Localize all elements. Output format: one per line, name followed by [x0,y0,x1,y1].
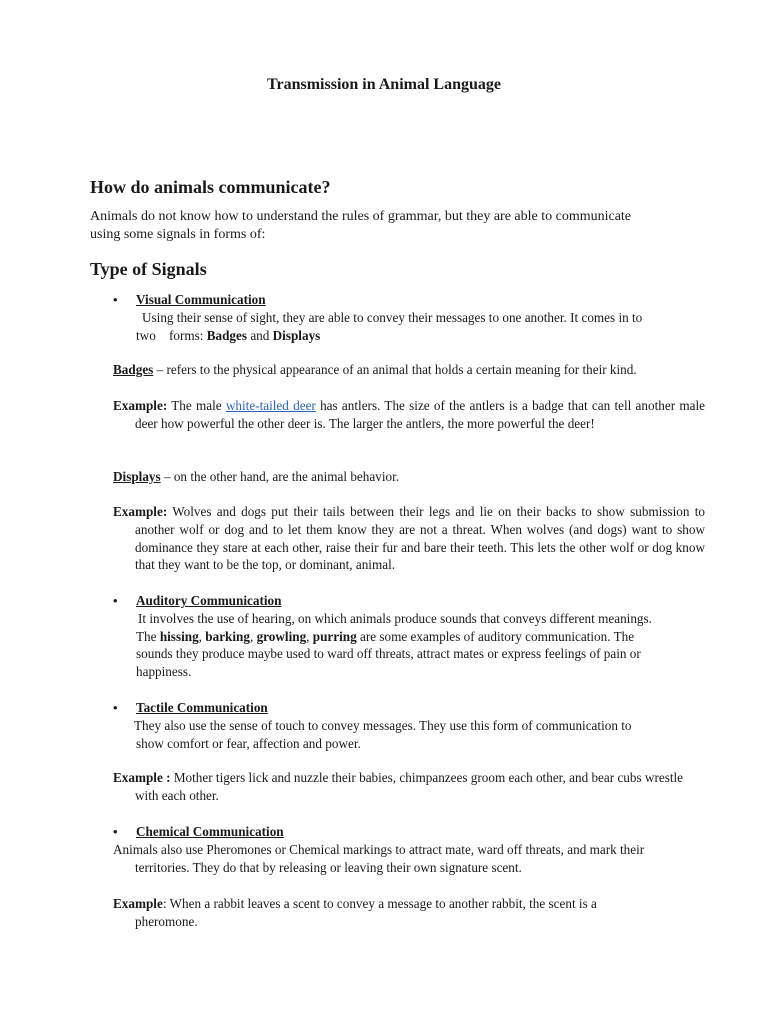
visual-badges-word: Badges [206,327,248,343]
example-deer-label: Example: [113,398,168,413]
auditory-hissing: hissing [159,628,199,644]
bullet-tactile [113,699,118,717]
visual-label: Visual Communication [136,292,266,307]
displays-text: – on the other hand, are the animal behavior. [160,469,400,484]
example-wolves-text: Wolves and dogs put their tails between their legs and lie on their backs to show submission to another wolf or dog and to let them know they are not a threat. When wolves (and dogs) want to show dominance they stare at each other, raise their fur and bare their teeth. This lets the other wolf or dog know that they want to be the top, or dominant, animal. [135,504,705,573]
auditory-purring: purring [312,628,357,644]
example-deer [113,397,705,433]
displays-term: Displays [113,469,161,484]
tactile-label: Tactile Communication [136,700,268,715]
bullet-dot: • [113,593,118,608]
visual-displays-word: Displays [272,327,321,343]
example-tigers-label: Example : [113,770,171,785]
auditory-barking: barking [205,628,250,644]
heading-how-communicate: How do animals communicate? [90,177,331,197]
chemical-label-text: Chemical Communication [136,824,284,839]
example-deer-post: has antlers. The size of the antlers is a badge that can tell another male deer how powerful the other deer is. The larger the antlers, the more powerful the deer! [135,398,705,431]
visual-and-word: and [247,327,273,343]
section-chemical [113,841,688,877]
auditory-line-1: It involves the use of hearing, on which animals produce sounds that conveys different meanings. [138,610,652,626]
visual-line-1: Using their sense of sight, they are able to convey their messages to one another. It comes in to [142,309,643,325]
visual-line-2 [136,327,681,345]
intro-line-1: Animals do not know how to understand the rules of grammar, but they are able to communicate [90,209,632,224]
auditory-growling: growling [256,628,307,644]
badges-definition [113,361,683,379]
intro-line-2: using some signals in forms of: [90,227,266,242]
badges-text: – refers to the physical appearance of an animal that holds a certain meaning for their kind. [153,362,637,377]
example-rabbit-label: Example [113,896,163,911]
section-auditory [136,592,681,681]
tactile-line-2: show comfort or fear, affection and power. [136,735,361,751]
example-tigers [113,769,705,805]
displays-definition [113,468,683,486]
chemical-label [136,823,284,841]
example-tigers-text: Mother tigers lick and nuzzle their babies, chimpanzees groom each other, and bear cubs wrestle with each other. [135,770,684,803]
example-wolves [113,503,705,574]
auditory-label: Auditory Communication [136,593,282,608]
auditory-line-4: happiness. [136,664,192,680]
badges-term: Badges [113,362,154,377]
comma: , [249,628,257,644]
chemical-line-1: Animals also use Pheromones or Chemical markings to attract mate, ward off threats, and mark their [113,842,645,857]
bullet-chemical [113,823,118,841]
chemical-line-2: territories. They do that by releasing or leaving their own signature scent. [135,859,522,875]
example-rabbit-text: : When a rabbit leaves a scent to convey a message to another rabbit, the scent is a [162,896,597,911]
bullet-dot: • [113,292,118,307]
auditory-line-3: sounds they produce maybe used to ward off threats, attract mates or express feelings of pain or [136,646,641,662]
visual-line-2-pre: two forms: [136,327,207,343]
heading-type-of-signals: Type of Signals [90,259,207,279]
example-deer-pre: The male [167,398,226,413]
example-rabbit-line-1 [113,895,688,913]
bullet-dot: • [113,824,118,839]
auditory-line-2-post: are some examples of auditory communication. The [356,628,635,644]
document-title: Transmission in Animal Language [267,76,501,93]
comma: , [198,628,206,644]
auditory-line-2 [136,628,681,646]
bullet-auditory [113,592,118,610]
intro-paragraph [90,208,680,244]
white-tailed-deer-link[interactable]: white-tailed deer [225,398,316,413]
section-tactile [134,699,679,752]
example-wolves-label: Example: [113,504,168,519]
auditory-line-2-pre: The [136,628,160,644]
example-rabbit [113,895,688,931]
comma: , [306,628,313,644]
tactile-line-1: They also use the sense of touch to convey messages. They use this form of communication to [134,717,632,733]
bullet-dot: • [113,700,118,715]
bullet-visual [113,291,118,309]
section-visual [136,291,681,344]
example-rabbit-line-2: pheromone. [135,913,198,929]
